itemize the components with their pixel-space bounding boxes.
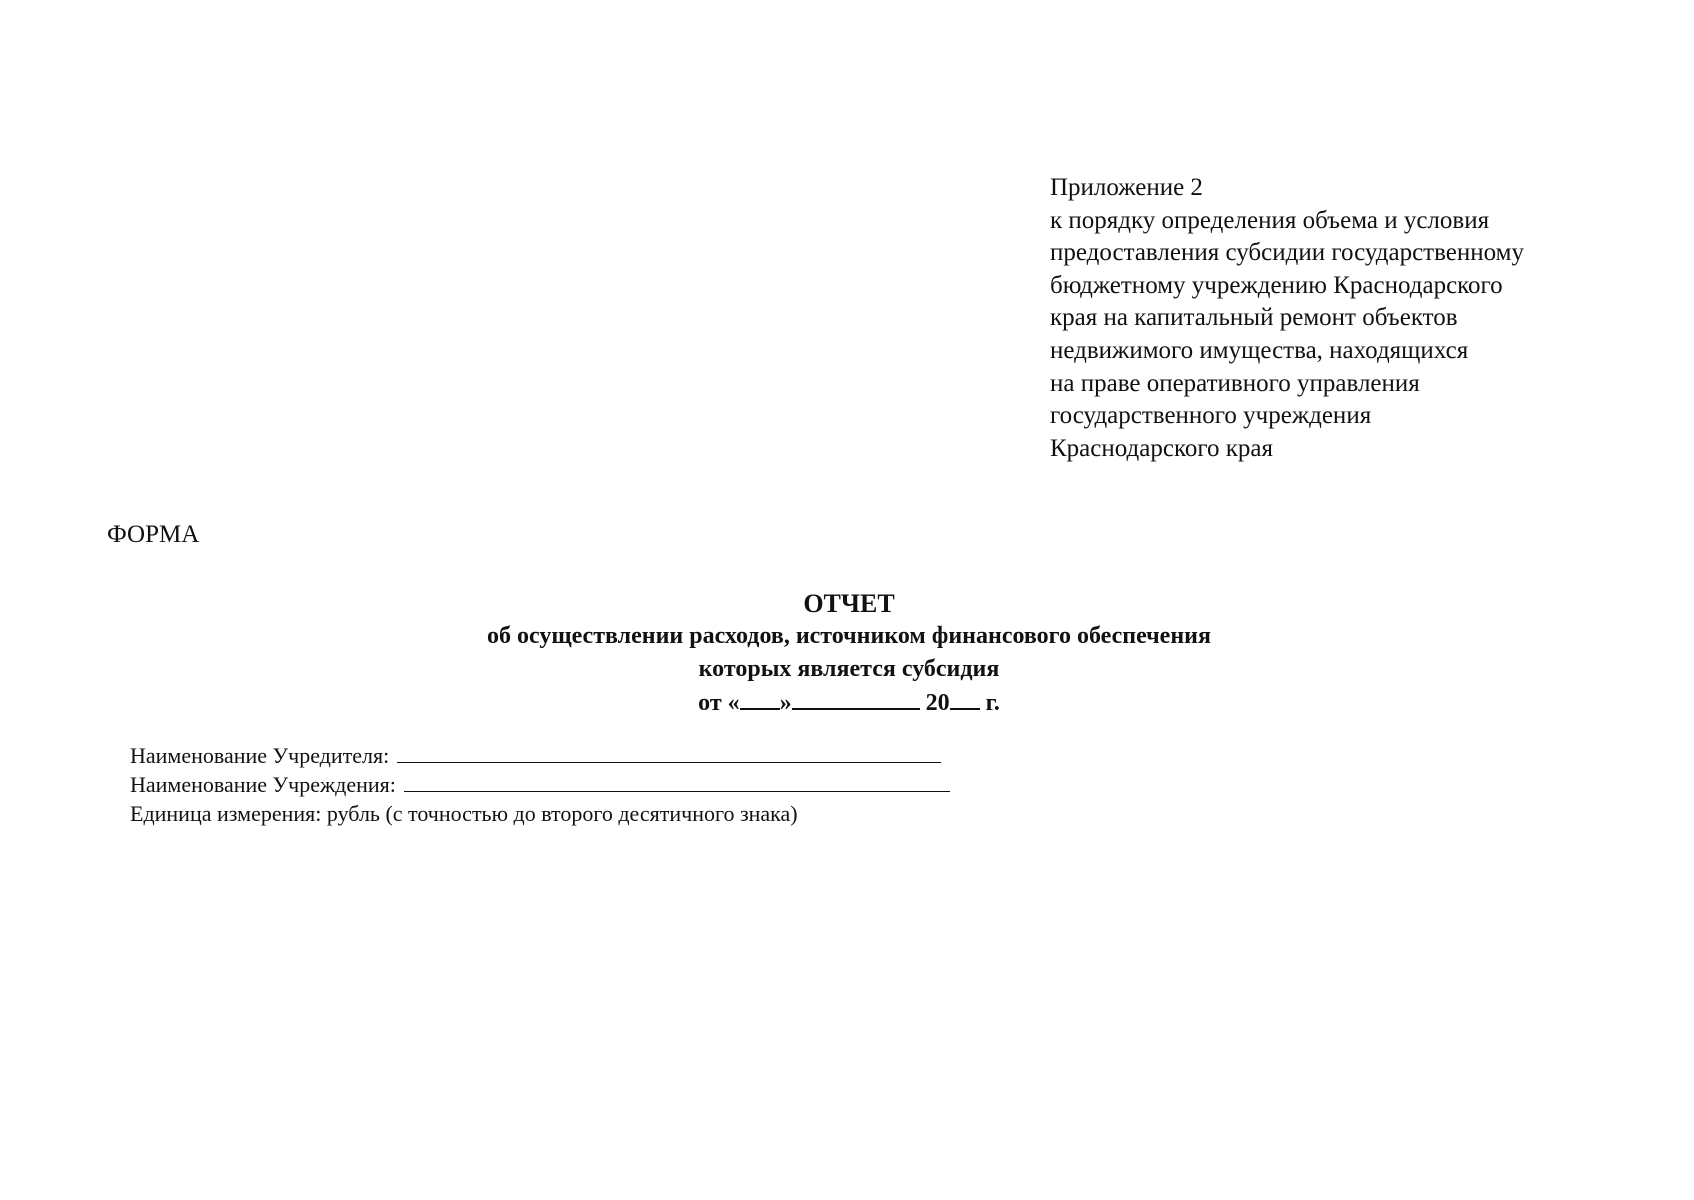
institution-input-line[interactable] bbox=[404, 773, 950, 792]
appendix-line: к порядку определения объема и условия bbox=[1050, 206, 1490, 234]
appendix-line: края на капитальный ремонт объектов bbox=[1050, 304, 1458, 332]
report-subtitle-line-1: об осуществлении расходов, источником финансового обеспечения bbox=[487, 623, 1211, 649]
month-blank[interactable] bbox=[792, 686, 920, 710]
form-label: ФОРМА bbox=[107, 521, 200, 548]
institution-label: Наименование Учреждения: bbox=[130, 772, 396, 797]
report-fields bbox=[130, 741, 950, 828]
appendix-line: недвижимого имущества, находящихся bbox=[1050, 336, 1469, 364]
institution-row bbox=[130, 770, 950, 799]
appendix-line: предоставления субсидии государственному bbox=[1050, 239, 1524, 267]
founder-input-line[interactable] bbox=[397, 744, 941, 763]
appendix-line: государственного учреждения bbox=[1050, 402, 1372, 430]
date-quote-close: » bbox=[779, 690, 792, 716]
report-date-line bbox=[139, 686, 1559, 720]
year-prefix: 20 bbox=[925, 690, 950, 716]
year-blank[interactable] bbox=[950, 686, 980, 710]
founder-row bbox=[130, 741, 950, 770]
date-prefix: от « bbox=[698, 690, 740, 716]
appendix-line: Приложение 2 bbox=[1050, 174, 1203, 201]
report-title: ОТЧЕТ bbox=[803, 589, 895, 618]
report-subtitle-line-2: которых является субсидия bbox=[698, 656, 1000, 682]
date-suffix: г. bbox=[985, 690, 1000, 716]
unit-row: Единица измерения: рубль (с точностью до второго десятичного знака) bbox=[130, 801, 798, 826]
founder-label: Наименование Учредителя: bbox=[130, 743, 390, 768]
report-title-block bbox=[0, 587, 1694, 720]
appendix-line: на праве оперативного управления bbox=[1050, 369, 1420, 397]
appendix-line: бюджетному учреждению Краснодарского bbox=[1050, 271, 1503, 299]
day-blank[interactable] bbox=[740, 686, 780, 710]
appendix-header bbox=[1050, 172, 1650, 465]
appendix-line: Краснодарского края bbox=[1050, 434, 1273, 462]
